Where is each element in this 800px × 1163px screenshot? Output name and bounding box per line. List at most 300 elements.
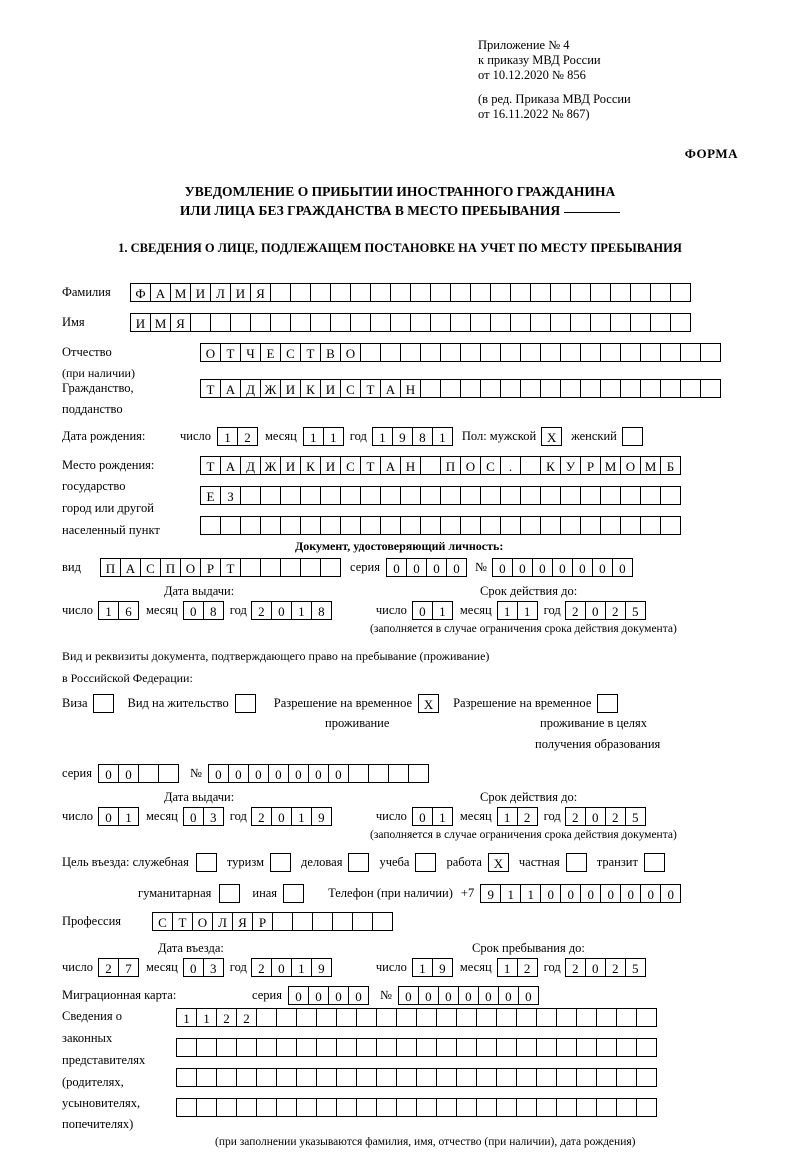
char-cell[interactable] (636, 1098, 657, 1117)
surname-input[interactable] (130, 283, 690, 302)
char-cell[interactable] (256, 1098, 277, 1117)
char-cell[interactable] (540, 379, 561, 398)
char-cell[interactable] (576, 1068, 597, 1087)
char-cell[interactable]: М (170, 283, 191, 302)
char-cell[interactable]: К (300, 456, 321, 475)
char-cell[interactable] (270, 283, 291, 302)
char-cell[interactable]: 2 (216, 1008, 237, 1027)
char-cell[interactable]: З (220, 486, 241, 505)
legal-rep-input-line-1[interactable] (176, 1008, 656, 1027)
permit-issue-year-input[interactable] (251, 807, 331, 826)
char-cell[interactable]: У (560, 456, 581, 475)
char-cell[interactable] (540, 516, 561, 535)
patronymic-input[interactable] (200, 343, 720, 362)
char-cell[interactable] (476, 1068, 497, 1087)
char-cell[interactable]: И (320, 379, 341, 398)
char-cell[interactable] (260, 516, 281, 535)
char-cell[interactable] (250, 313, 271, 332)
char-cell[interactable]: И (230, 283, 251, 302)
char-cell[interactable] (390, 283, 411, 302)
purpose-tourism-checkbox[interactable] (270, 853, 291, 872)
char-cell[interactable]: 7 (118, 958, 139, 977)
char-cell[interactable] (590, 313, 611, 332)
char-cell[interactable] (430, 283, 451, 302)
char-cell[interactable] (616, 1068, 637, 1087)
legal-rep-input-line-4[interactable] (176, 1098, 656, 1117)
char-cell[interactable] (600, 379, 621, 398)
char-cell[interactable] (216, 1068, 237, 1087)
char-cell[interactable] (348, 764, 369, 783)
char-cell[interactable]: Ж (260, 456, 281, 475)
char-cell[interactable] (616, 1098, 637, 1117)
char-cell[interactable]: Е (200, 486, 221, 505)
char-cell[interactable] (490, 283, 511, 302)
char-cell[interactable] (196, 1068, 217, 1087)
sex-female-checkbox[interactable] (622, 427, 643, 446)
char-cell[interactable] (316, 1098, 337, 1117)
char-cell[interactable] (670, 283, 691, 302)
char-cell[interactable]: 1 (432, 601, 453, 620)
char-cell[interactable] (330, 313, 351, 332)
char-cell[interactable] (680, 343, 701, 362)
char-cell[interactable]: А (120, 558, 141, 577)
char-cell[interactable] (240, 558, 261, 577)
char-cell[interactable] (450, 283, 471, 302)
char-cell[interactable] (320, 516, 341, 535)
char-cell[interactable] (316, 1038, 337, 1057)
char-cell[interactable] (390, 313, 411, 332)
char-cell[interactable] (210, 313, 231, 332)
char-cell[interactable] (570, 283, 591, 302)
char-cell[interactable] (272, 912, 293, 931)
char-cell[interactable]: 0 (288, 986, 309, 1005)
purpose-private-checkbox[interactable] (566, 853, 587, 872)
char-cell[interactable]: . (500, 456, 521, 475)
char-cell[interactable] (336, 1038, 357, 1057)
char-cell[interactable]: С (140, 558, 161, 577)
char-cell[interactable] (580, 516, 601, 535)
char-cell[interactable]: Р (252, 912, 273, 931)
char-cell[interactable]: 1 (291, 958, 312, 977)
char-cell[interactable]: 3 (203, 958, 224, 977)
char-cell[interactable] (430, 313, 451, 332)
permit-issue-month-input[interactable] (183, 807, 223, 826)
purpose-study-checkbox[interactable] (415, 853, 436, 872)
char-cell[interactable]: 9 (392, 427, 413, 446)
char-cell[interactable] (332, 912, 353, 931)
purpose-transit-checkbox[interactable] (644, 853, 665, 872)
char-cell[interactable]: 0 (406, 558, 427, 577)
char-cell[interactable] (256, 1038, 277, 1057)
birthplace-input-line-2[interactable] (200, 486, 680, 505)
char-cell[interactable]: Я (232, 912, 253, 931)
char-cell[interactable] (440, 516, 461, 535)
char-cell[interactable]: 9 (311, 807, 332, 826)
char-cell[interactable]: О (460, 456, 481, 475)
char-cell[interactable]: О (200, 343, 221, 362)
char-cell[interactable] (396, 1038, 417, 1057)
char-cell[interactable] (360, 486, 381, 505)
char-cell[interactable]: С (480, 456, 501, 475)
char-cell[interactable] (496, 1038, 517, 1057)
char-cell[interactable] (456, 1038, 477, 1057)
char-cell[interactable]: П (440, 456, 461, 475)
char-cell[interactable]: 0 (271, 601, 292, 620)
char-cell[interactable] (610, 313, 631, 332)
char-cell[interactable] (460, 379, 481, 398)
char-cell[interactable] (640, 379, 661, 398)
char-cell[interactable] (536, 1098, 557, 1117)
entry-month-input[interactable] (183, 958, 223, 977)
char-cell[interactable] (490, 313, 511, 332)
char-cell[interactable] (640, 343, 661, 362)
char-cell[interactable] (396, 1008, 417, 1027)
char-cell[interactable] (500, 486, 521, 505)
entry-year-input[interactable] (251, 958, 331, 977)
char-cell[interactable]: 0 (585, 601, 606, 620)
char-cell[interactable] (376, 1098, 397, 1117)
char-cell[interactable] (280, 558, 301, 577)
char-cell[interactable] (440, 343, 461, 362)
char-cell[interactable] (456, 1068, 477, 1087)
permit-issue-day-input[interactable] (98, 807, 138, 826)
char-cell[interactable] (640, 516, 661, 535)
char-cell[interactable] (536, 1008, 557, 1027)
char-cell[interactable]: 8 (412, 427, 433, 446)
char-cell[interactable] (216, 1098, 237, 1117)
char-cell[interactable] (336, 1098, 357, 1117)
char-cell[interactable] (220, 516, 241, 535)
char-cell[interactable] (500, 343, 521, 362)
char-cell[interactable]: 1 (291, 807, 312, 826)
sex-male-checkbox[interactable]: X (541, 427, 562, 446)
char-cell[interactable] (368, 764, 389, 783)
char-cell[interactable] (256, 1068, 277, 1087)
char-cell[interactable] (416, 1068, 437, 1087)
char-cell[interactable]: В (320, 343, 341, 362)
char-cell[interactable] (330, 283, 351, 302)
purpose-work-checkbox[interactable]: X (488, 853, 509, 872)
char-cell[interactable] (320, 558, 341, 577)
char-cell[interactable] (520, 486, 541, 505)
char-cell[interactable] (620, 379, 641, 398)
char-cell[interactable] (576, 1098, 597, 1117)
char-cell[interactable]: Т (220, 343, 241, 362)
char-cell[interactable] (480, 486, 501, 505)
stay-day-input[interactable] (412, 958, 452, 977)
char-cell[interactable] (360, 343, 381, 362)
char-cell[interactable] (356, 1098, 377, 1117)
char-cell[interactable]: 1 (196, 1008, 217, 1027)
char-cell[interactable]: 0 (328, 986, 349, 1005)
char-cell[interactable] (356, 1008, 377, 1027)
char-cell[interactable]: 0 (308, 986, 329, 1005)
char-cell[interactable] (370, 313, 391, 332)
char-cell[interactable] (270, 313, 291, 332)
char-cell[interactable]: С (340, 379, 361, 398)
char-cell[interactable]: 3 (203, 807, 224, 826)
char-cell[interactable]: Ч (240, 343, 261, 362)
char-cell[interactable] (476, 1008, 497, 1027)
char-cell[interactable] (138, 764, 159, 783)
char-cell[interactable]: 2 (236, 1008, 257, 1027)
char-cell[interactable] (376, 1068, 397, 1087)
char-cell[interactable] (300, 516, 321, 535)
char-cell[interactable] (480, 379, 501, 398)
char-cell[interactable] (340, 486, 361, 505)
char-cell[interactable] (620, 516, 641, 535)
char-cell[interactable] (230, 313, 251, 332)
char-cell[interactable]: 1 (520, 884, 541, 903)
char-cell[interactable] (456, 1008, 477, 1027)
char-cell[interactable]: 2 (251, 601, 272, 620)
char-cell[interactable] (616, 1008, 637, 1027)
char-cell[interactable] (576, 1038, 597, 1057)
char-cell[interactable] (520, 516, 541, 535)
char-cell[interactable]: Ж (260, 379, 281, 398)
char-cell[interactable]: 1 (432, 807, 453, 826)
char-cell[interactable]: 0 (328, 764, 349, 783)
char-cell[interactable] (410, 313, 431, 332)
char-cell[interactable]: 0 (612, 558, 633, 577)
char-cell[interactable] (420, 343, 441, 362)
char-cell[interactable]: 0 (512, 558, 533, 577)
char-cell[interactable]: 0 (308, 764, 329, 783)
char-cell[interactable]: 0 (660, 884, 681, 903)
char-cell[interactable] (240, 486, 261, 505)
char-cell[interactable] (520, 456, 541, 475)
char-cell[interactable]: 0 (438, 986, 459, 1005)
char-cell[interactable]: 0 (183, 958, 204, 977)
char-cell[interactable] (352, 912, 373, 931)
idoc-issue-month-input[interactable] (183, 601, 223, 620)
char-cell[interactable] (296, 1068, 317, 1087)
char-cell[interactable] (556, 1098, 577, 1117)
char-cell[interactable] (570, 313, 591, 332)
char-cell[interactable] (530, 313, 551, 332)
char-cell[interactable]: Т (200, 456, 221, 475)
char-cell[interactable] (460, 343, 481, 362)
char-cell[interactable]: 0 (268, 764, 289, 783)
char-cell[interactable]: 0 (600, 884, 621, 903)
char-cell[interactable] (550, 283, 571, 302)
char-cell[interactable]: 0 (620, 884, 641, 903)
purpose-business-checkbox[interactable] (348, 853, 369, 872)
char-cell[interactable]: А (150, 283, 171, 302)
char-cell[interactable] (380, 486, 401, 505)
char-cell[interactable] (496, 1068, 517, 1087)
char-cell[interactable] (620, 486, 641, 505)
char-cell[interactable] (650, 313, 671, 332)
char-cell[interactable] (316, 1068, 337, 1087)
birth-year-input[interactable] (372, 427, 452, 446)
purpose-other-checkbox[interactable] (283, 884, 304, 903)
char-cell[interactable]: 2 (98, 958, 119, 977)
char-cell[interactable] (350, 313, 371, 332)
char-cell[interactable] (400, 343, 421, 362)
char-cell[interactable]: С (152, 912, 173, 931)
char-cell[interactable]: 2 (251, 807, 272, 826)
char-cell[interactable] (236, 1038, 257, 1057)
char-cell[interactable] (236, 1068, 257, 1087)
char-cell[interactable]: Б (660, 456, 681, 475)
char-cell[interactable]: 0 (592, 558, 613, 577)
char-cell[interactable] (700, 379, 721, 398)
char-cell[interactable] (350, 283, 371, 302)
char-cell[interactable]: А (380, 456, 401, 475)
permit-series-input[interactable] (98, 764, 178, 783)
char-cell[interactable] (456, 1098, 477, 1117)
char-cell[interactable] (276, 1068, 297, 1087)
char-cell[interactable] (336, 1068, 357, 1087)
stay-month-input[interactable] (497, 958, 537, 977)
purpose-official-checkbox[interactable] (196, 853, 217, 872)
char-cell[interactable]: 1 (303, 427, 324, 446)
idoc-valid-day-input[interactable] (412, 601, 452, 620)
char-cell[interactable] (636, 1008, 657, 1027)
char-cell[interactable] (660, 379, 681, 398)
visa-checkbox[interactable] (93, 694, 114, 713)
char-cell[interactable]: 1 (412, 958, 433, 977)
char-cell[interactable] (416, 1038, 437, 1057)
char-cell[interactable] (550, 313, 571, 332)
char-cell[interactable]: 2 (517, 807, 538, 826)
char-cell[interactable] (356, 1068, 377, 1087)
char-cell[interactable]: 1 (118, 807, 139, 826)
idoc-series-input[interactable] (386, 558, 466, 577)
char-cell[interactable]: 1 (98, 601, 119, 620)
char-cell[interactable]: 0 (640, 884, 661, 903)
char-cell[interactable] (616, 1038, 637, 1057)
char-cell[interactable]: А (220, 379, 241, 398)
char-cell[interactable] (280, 516, 301, 535)
char-cell[interactable] (216, 1038, 237, 1057)
char-cell[interactable] (436, 1038, 457, 1057)
char-cell[interactable]: 0 (288, 764, 309, 783)
char-cell[interactable] (510, 283, 531, 302)
char-cell[interactable]: 0 (183, 807, 204, 826)
char-cell[interactable]: 0 (208, 764, 229, 783)
char-cell[interactable] (576, 1008, 597, 1027)
char-cell[interactable]: Н (400, 456, 421, 475)
char-cell[interactable]: 0 (446, 558, 467, 577)
char-cell[interactable]: Т (300, 343, 321, 362)
char-cell[interactable] (476, 1038, 497, 1057)
char-cell[interactable] (380, 343, 401, 362)
char-cell[interactable]: 2 (605, 601, 626, 620)
char-cell[interactable] (260, 486, 281, 505)
char-cell[interactable]: 0 (248, 764, 269, 783)
idoc-valid-month-input[interactable] (497, 601, 537, 620)
char-cell[interactable]: 2 (565, 807, 586, 826)
char-cell[interactable] (560, 379, 581, 398)
char-cell[interactable] (450, 313, 471, 332)
char-cell[interactable] (300, 558, 321, 577)
char-cell[interactable] (670, 313, 691, 332)
char-cell[interactable] (630, 283, 651, 302)
char-cell[interactable] (580, 343, 601, 362)
migration-series-input[interactable] (288, 986, 368, 1005)
char-cell[interactable] (400, 486, 421, 505)
char-cell[interactable] (560, 486, 581, 505)
char-cell[interactable] (460, 486, 481, 505)
char-cell[interactable]: 0 (585, 958, 606, 977)
char-cell[interactable] (516, 1098, 537, 1117)
char-cell[interactable]: М (150, 313, 171, 332)
birth-day-input[interactable] (217, 427, 257, 446)
char-cell[interactable] (516, 1008, 537, 1027)
char-cell[interactable]: 5 (625, 601, 646, 620)
char-cell[interactable]: 0 (498, 986, 519, 1005)
char-cell[interactable]: 0 (386, 558, 407, 577)
name-input[interactable] (130, 313, 690, 332)
char-cell[interactable] (340, 516, 361, 535)
char-cell[interactable]: 1 (372, 427, 393, 446)
char-cell[interactable]: 0 (418, 986, 439, 1005)
char-cell[interactable] (496, 1008, 517, 1027)
idoc-issue-year-input[interactable] (251, 601, 331, 620)
char-cell[interactable] (310, 313, 331, 332)
char-cell[interactable]: П (100, 558, 121, 577)
char-cell[interactable] (312, 912, 333, 931)
char-cell[interactable] (416, 1098, 437, 1117)
char-cell[interactable]: 0 (478, 986, 499, 1005)
char-cell[interactable] (536, 1068, 557, 1087)
char-cell[interactable]: 0 (458, 986, 479, 1005)
char-cell[interactable]: Д (240, 379, 261, 398)
char-cell[interactable]: 1 (497, 601, 518, 620)
char-cell[interactable]: 0 (98, 807, 119, 826)
char-cell[interactable] (660, 516, 681, 535)
char-cell[interactable]: И (320, 456, 341, 475)
char-cell[interactable] (700, 343, 721, 362)
char-cell[interactable]: 0 (118, 764, 139, 783)
idoc-kind-input[interactable] (100, 558, 340, 577)
char-cell[interactable] (556, 1038, 577, 1057)
char-cell[interactable]: О (192, 912, 213, 931)
char-cell[interactable]: Л (212, 912, 233, 931)
char-cell[interactable] (620, 343, 641, 362)
char-cell[interactable] (660, 343, 681, 362)
birthplace-input-line-1[interactable] (200, 456, 680, 475)
char-cell[interactable] (596, 1068, 617, 1087)
char-cell[interactable] (516, 1038, 537, 1057)
char-cell[interactable]: 0 (560, 884, 581, 903)
char-cell[interactable] (560, 343, 581, 362)
char-cell[interactable] (290, 313, 311, 332)
char-cell[interactable]: 0 (183, 601, 204, 620)
char-cell[interactable]: Р (200, 558, 221, 577)
char-cell[interactable]: 1 (432, 427, 453, 446)
char-cell[interactable]: 9 (432, 958, 453, 977)
char-cell[interactable] (400, 516, 421, 535)
char-cell[interactable] (296, 1008, 317, 1027)
char-cell[interactable]: 1 (497, 807, 518, 826)
edu-residence-checkbox[interactable] (597, 694, 618, 713)
char-cell[interactable]: 2 (605, 958, 626, 977)
char-cell[interactable] (680, 379, 701, 398)
char-cell[interactable] (436, 1068, 457, 1087)
char-cell[interactable]: И (190, 283, 211, 302)
char-cell[interactable] (158, 764, 179, 783)
char-cell[interactable]: С (280, 343, 301, 362)
char-cell[interactable]: 0 (271, 807, 292, 826)
char-cell[interactable]: 0 (426, 558, 447, 577)
char-cell[interactable] (190, 313, 211, 332)
char-cell[interactable]: Т (360, 456, 381, 475)
char-cell[interactable]: 0 (540, 884, 561, 903)
profession-input[interactable] (152, 912, 392, 931)
